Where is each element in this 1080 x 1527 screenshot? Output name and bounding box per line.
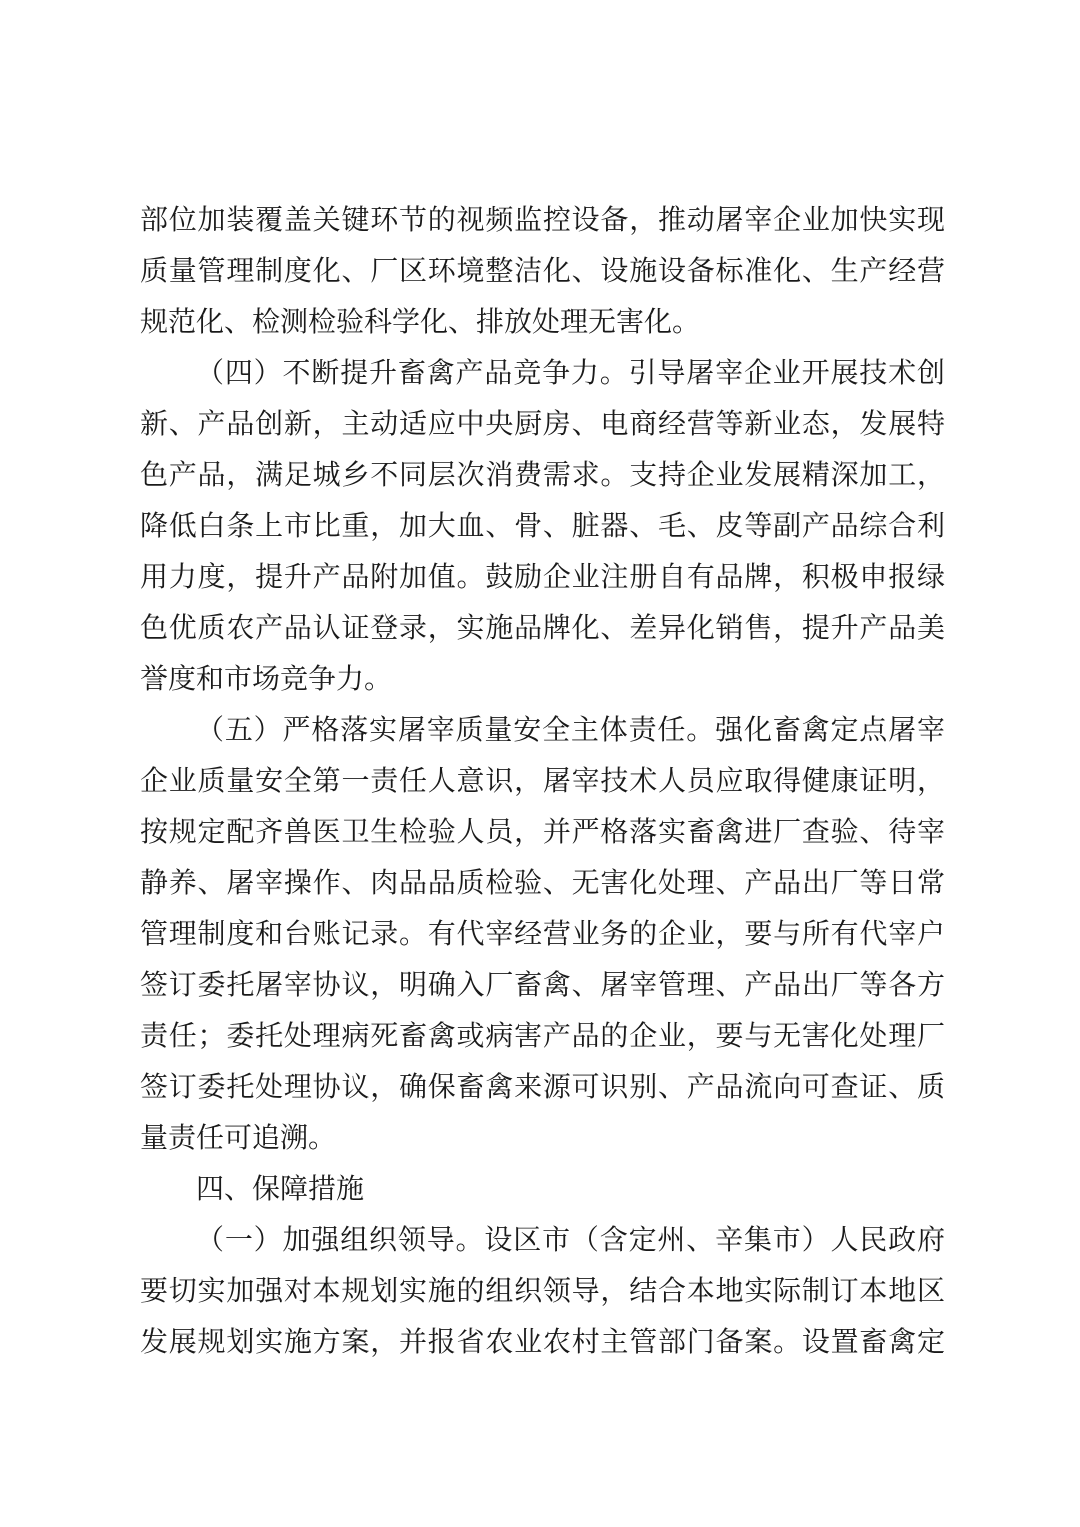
paragraph-5-heading-line: （五）严格落实屠宰质量安全主体责任。强化畜禽定点屠宰 <box>196 713 945 746</box>
text-line: 部位加装覆盖关键环节的视频监控设备，推动屠宰企业加快实现 <box>140 203 945 236</box>
text-line: 用力度，提升产品附加值。鼓励企业注册自有品牌，积极申报绿 <box>140 560 945 593</box>
body-text <box>140 194 945 1367</box>
paragraph-1-heading-line: （一）加强组织领导。设区市（含定州、辛集市）人民政府 <box>196 1223 945 1256</box>
text-line: 按规定配齐兽医卫生检验人员，并严格落实畜禽进厂查验、待宰 <box>140 815 945 848</box>
text-line: 责任；委托处理病死畜禽或病害产品的企业，要与无害化处理厂 <box>140 1019 945 1052</box>
text-line: 质量管理制度化、厂区环境整洁化、设施设备标准化、生产经营 <box>140 254 945 287</box>
section-heading: 四、保障措施 <box>196 1172 365 1205</box>
text-line: 签订委托处理协议，确保畜禽来源可识别、产品流向可查证、质 <box>140 1070 945 1103</box>
text-line: 誉度和市场竞争力。 <box>140 662 393 695</box>
text-line: 降低白条上市比重，加大血、骨、脏器、毛、皮等副产品综合利 <box>140 509 945 542</box>
text-line: 新、产品创新，主动适应中央厨房、电商经营等新业态，发展特 <box>140 407 945 440</box>
text-line: 签订委托屠宰协议，明确入厂畜禽、屠宰管理、产品出厂等各方 <box>140 968 945 1001</box>
text-line: 量责任可追溯。 <box>140 1121 337 1154</box>
text-line: 发展规划实施方案，并报省农业农村主管部门备案。设置畜禽定 <box>140 1325 945 1358</box>
text-line: 规范化、检测检验科学化、排放处理无害化。 <box>140 305 701 338</box>
paragraph-4-heading-line: （四）不断提升畜禽产品竞争力。引导屠宰企业开展技术创 <box>196 356 945 389</box>
text-line: 色优质农产品认证登录，实施品牌化、差异化销售，提升产品美 <box>140 611 945 644</box>
text-line: 企业质量安全第一责任人意识，屠宰技术人员应取得健康证明， <box>140 764 945 797</box>
text-line: 管理制度和台账记录。有代宰经营业务的企业，要与所有代宰户 <box>140 917 945 950</box>
text-line: 静养、屠宰操作、肉品品质检验、无害化处理、产品出厂等日常 <box>140 866 945 899</box>
text-line: 要切实加强对本规划实施的组织领导，结合本地实际制订本地区 <box>140 1274 945 1307</box>
text-line: 色产品，满足城乡不同层次消费需求。支持企业发展精深加工， <box>140 458 945 491</box>
